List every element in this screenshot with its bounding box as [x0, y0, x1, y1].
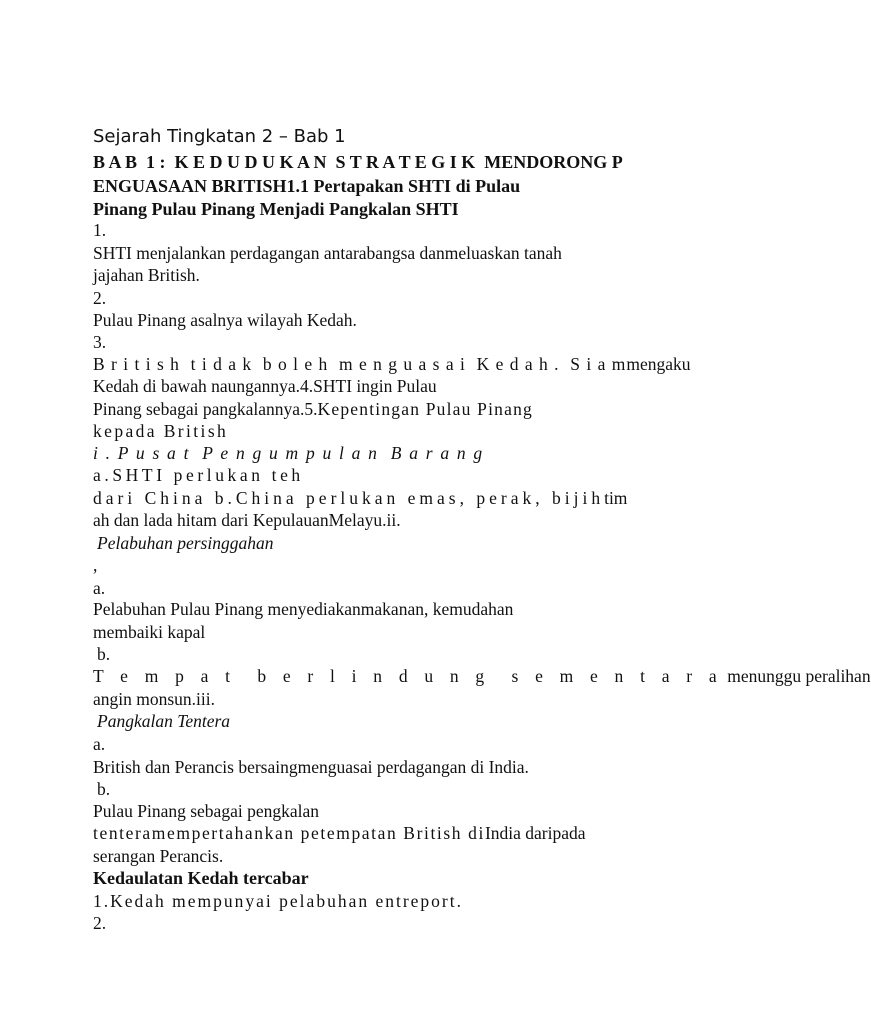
text-run: menunggu peralihan [722, 666, 871, 686]
text-run: India daripada [484, 823, 586, 843]
paragraph-line: Pulau Pinang asalnya wilayah Kedah. [93, 310, 357, 330]
paragraph-line [93, 665, 871, 687]
paragraph-line: kepada British [93, 421, 229, 441]
document-title: Sejarah Tingkatan 2 – Bab 1 [93, 126, 346, 147]
text-run: Pinang sebagai pangkalannya.5. [93, 399, 318, 419]
section-heading: Kedaulatan Kedah tercabar [93, 868, 309, 888]
spaced-text: tenteramempertahankan petempatan British di [93, 823, 485, 843]
text-run: mengaku [626, 354, 691, 374]
subheading-iii: Pangkalan Tentera [97, 711, 231, 731]
paragraph-line: Pulau Pinang sebagai pengkalan [93, 801, 319, 821]
text-run: tim [604, 488, 628, 508]
punctuation: , [93, 555, 98, 575]
paragraph-line: Kedah di bawah naungannya.4.SHTI ingin Pulau [93, 376, 437, 396]
paragraph-line: British dan Perancis bersaingmenguasai perdagangan di India. [93, 757, 529, 777]
paragraph-line: 1.Kedah mempunyai pelabuhan entreport. [93, 891, 463, 911]
paragraph-line: serangan Perancis. [93, 846, 224, 866]
list-letter: a. [93, 734, 106, 754]
chapter-heading-line-2: ENGUASAAN BRITISH1.1 Pertapakan SHTI di Pulau [93, 176, 521, 196]
subheading-i: i . P u s a t P e n g u m p u l a n B a r a n g [93, 443, 484, 463]
spaced-text: B r i t i s h t i d a k b o l e h m e n g u a s a i K e d a h . S i a m [93, 354, 627, 374]
spaced-text: Kepentingan Pulau Pinang [317, 399, 533, 419]
paragraph-line [93, 598, 513, 620]
chapter-heading-line-1: B A B 1 : K E D U D U K A N S T R A T E G I K MENDORONG P [93, 152, 623, 172]
spaced-text: dari China b.China perlukan emas, perak, bijih [93, 488, 605, 508]
subheading-ii: Pelabuhan persinggahan [97, 533, 274, 553]
chapter-heading-line-3: Pinang Pulau Pinang Menjadi Pangkalan SHTI [93, 199, 459, 219]
paragraph-line [93, 487, 627, 509]
paragraph-line: membaiki kapal [93, 622, 206, 642]
list-letter: b. [97, 779, 111, 799]
list-letter: b. [97, 644, 111, 664]
paragraph-line: ah dan lada hitam dari KepulauanMelayu.ii. [93, 510, 401, 530]
list-letter: a. [93, 578, 106, 598]
paragraph-line: SHTI menjalankan perdagangan antarabangsa danmeluaskan tanah [93, 243, 562, 263]
list-number: 2. [93, 288, 107, 308]
paragraph-line [93, 353, 691, 375]
spaced-text: T e m p a t b e r l i n d u n g s e m e n t a r a [93, 666, 723, 686]
list-number: 1. [93, 220, 107, 240]
paragraph-line: jajahan British. [93, 265, 200, 285]
list-number: 3. [93, 332, 107, 352]
text-run: Pelabuhan Pulau Pinang menyediakan [93, 599, 361, 619]
paragraph-line [93, 398, 533, 420]
list-number: 2. [93, 913, 107, 933]
paragraph-line: a.SHTI perlukan teh [93, 465, 304, 485]
paragraph-line: angin monsun.iii. [93, 689, 216, 709]
paragraph-line [93, 822, 586, 844]
text-run: makanan, kemudahan [360, 599, 514, 619]
